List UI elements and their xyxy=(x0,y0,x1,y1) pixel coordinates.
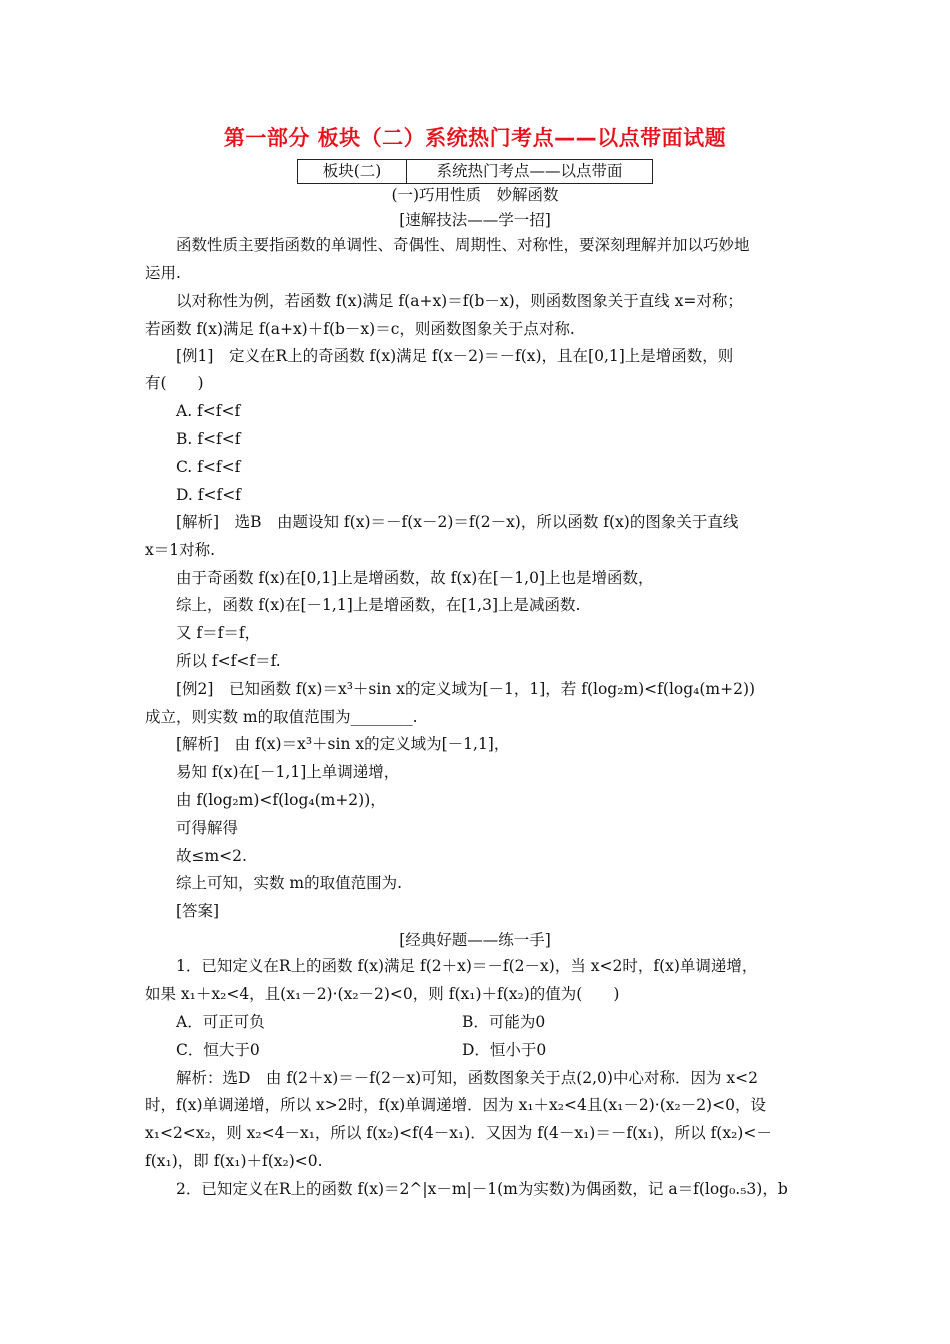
option-a: A．可正可负 xyxy=(176,1013,265,1031)
solution-line: f(x₁)，即 f(x₁)＋f(x₂)<0. xyxy=(145,1152,323,1170)
option-c: C. f<f<f xyxy=(176,458,241,476)
solution-line: 时，f(x)单调递增，所以 x>2时，f(x)单调递增．因为 x₁＋x₂<4且(x₁－2)·(x₂－2)<0，设 xyxy=(145,1096,766,1114)
subsection-heading: [速解技法——学一招] xyxy=(399,211,551,229)
example-line: [例1] 定义在R上的奇函数 f(x)满足 f(x－2)＝－f(x)，且在[0,1]上是增函数，则 xyxy=(176,347,734,365)
example-line: 成立，则实数 m的取值范围为________. xyxy=(145,708,418,726)
analysis-line: 易知 f(x)在[－1,1]上单调递增， xyxy=(176,763,400,781)
analysis-line: 故≤m<2. xyxy=(176,847,247,865)
paragraph-line: 运用. xyxy=(145,264,181,282)
option-a: A. f<f<f xyxy=(176,402,241,420)
subsection-heading: [经典好题——练一手] xyxy=(399,931,551,949)
analysis-line: [解析] 由 f(x)＝x³＋sin x的定义域为[－1,1]， xyxy=(176,735,510,753)
option-d: D. f<f<f xyxy=(176,486,241,504)
option-b: B. f<f<f xyxy=(176,430,241,448)
answer-label: [答案] xyxy=(176,902,220,920)
analysis-line: 所以 f<f<f＝f. xyxy=(176,652,281,670)
problem-line: 1．已知定义在R上的函数 f(x)满足 f(2＋x)＝－f(2－x)，当 x<2时，f(x)单调递增， xyxy=(176,957,758,975)
analysis-line: 综上可知，实数 m的取值范围为. xyxy=(176,874,403,892)
section-title: (一)巧用性质 妙解函数 xyxy=(391,186,559,204)
document-title: 第一部分 板块（二）系统热门考点——以点带面试题 xyxy=(223,126,727,150)
option-b: B．可能为0 xyxy=(462,1013,546,1031)
header-box-right: 系统热门考点——以点带面 xyxy=(436,162,623,180)
header-box-left: 板块(二) xyxy=(298,160,407,183)
option-d: D．恒小于0 xyxy=(462,1041,547,1059)
analysis-line: 由 f(log₂m)<f(log₄(m+2))， xyxy=(176,791,386,809)
problem-line: 2．已知定义在R上的函数 f(x)＝2^|x－m|－1(m为实数)为偶函数，记 a＝f(log₀.₅3)，b xyxy=(176,1180,788,1198)
paragraph-line: 若函数 f(x)满足 f(a+x)＋f(b－x)＝c，则函数图象关于点对称. xyxy=(145,320,575,338)
analysis-line: x＝1对称. xyxy=(145,541,216,559)
paragraph-line: 以对称性为例，若函数 f(x)满足 f(a+x)＝f(b－x)，则函数图象关于直线 x=对称； xyxy=(176,292,743,310)
example-line: [例2] 已知函数 f(x)＝x³＋sin x的定义域为[－1，1]，若 f(log₂m)<f(log₄(m+2)) xyxy=(176,680,756,698)
analysis-line: 由于奇函数 f(x)在[0,1]上是增函数，故 f(x)在[－1,0]上也是增函数， xyxy=(176,569,654,587)
analysis-line: [解析] 选B 由题设知 f(x)＝－f(x－2)＝f(2－x)，所以函数 f(x)的图象关于直线 xyxy=(176,513,739,531)
header-box xyxy=(297,159,653,184)
analysis-line: 综上，函数 f(x)在[－1,1]上是增函数，在[1,3]上是减函数. xyxy=(176,596,581,614)
option-c: C．恒大于0 xyxy=(176,1041,260,1059)
problem-line: 如果 x₁＋x₂<4，且(x₁－2)·(x₂－2)<0，则 f(x₁)＋f(x₂)的值为( ) xyxy=(145,985,620,1003)
solution-line: x₁<2<x₂，则 x₂<4－x₁，所以 f(x₂)<f(4－x₁)．又因为 f(4－x₁)＝－f(x₁)，所以 f(x₂)<－ xyxy=(145,1124,772,1142)
paragraph-line: 函数性质主要指函数的单调性、奇偶性、周期性、对称性，要深刻理解并加以巧妙地 xyxy=(176,236,750,254)
solution-line: 解析：选D 由 f(2＋x)＝－f(2－x)可知，函数图象关于点(2,0)中心对称．因为 x<2 xyxy=(176,1069,758,1087)
example-line: 有( ) xyxy=(145,374,204,392)
analysis-line: 又 f＝f＝f， xyxy=(176,624,261,642)
analysis-line: 可得解得 xyxy=(176,819,239,837)
